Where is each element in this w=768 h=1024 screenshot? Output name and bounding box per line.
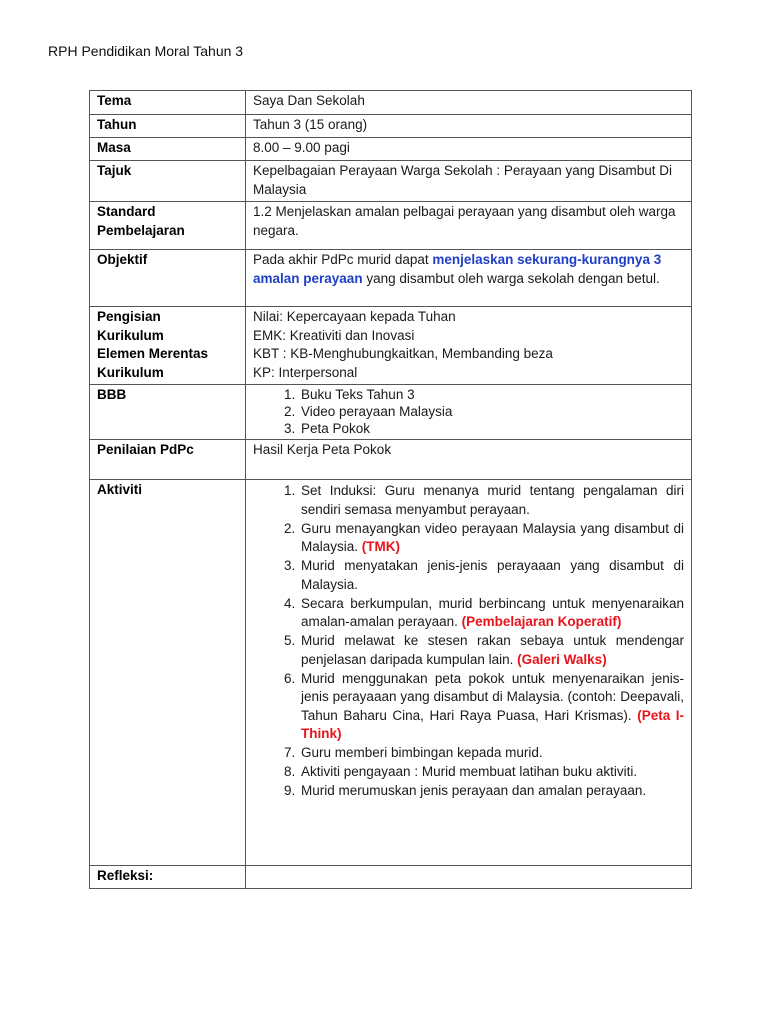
- label-refleksi: Refleksi:: [90, 866, 246, 889]
- aktiviti-item-text: Murid menggunakan peta pokok untuk menyenaraikan jenis-jenis perayaaan yang disambut di Malaysia. (contoh: Deepavali, Tahun Baharu Cina, Hari Raya Puasa, Hari Krismas).: [301, 670, 684, 723]
- value-refleksi: [246, 866, 692, 889]
- row-tahun: [90, 115, 692, 138]
- aktiviti-item: [299, 670, 684, 744]
- aktiviti-item-text: Secara berkumpulan, murid berbincang untuk menyenaraikan amalan-amalan perayaan.: [301, 595, 684, 629]
- aktiviti-item: [299, 520, 684, 557]
- value-masa: 8.00 – 9.00 pagi: [246, 138, 692, 161]
- bbb-item: 3. Peta Pokok: [299, 420, 684, 437]
- pengisian-emk: EMK: Kreativiti dan Inovasi: [253, 327, 415, 343]
- row-objektif: [90, 250, 692, 307]
- aktiviti-item-text: Guru menayangkan video perayaan Malaysia yang disambut di Malaysia.: [301, 520, 684, 554]
- label-standard-line-1: Standard: [97, 204, 156, 219]
- objektif-highlight: menjelaskan sekurang-kurangnya 3 amalan perayaan: [253, 252, 662, 286]
- aktiviti-item: [299, 595, 684, 632]
- row-penilaian: [90, 440, 692, 480]
- row-masa: [90, 138, 692, 161]
- value-aktiviti: [246, 480, 692, 866]
- label-tahun: Tahun: [90, 115, 246, 138]
- label-tema: Tema: [90, 91, 246, 115]
- label-penilaian: Penilaian PdPc: [90, 440, 246, 480]
- aktiviti-item-tag: (TMK): [361, 539, 401, 554]
- aktiviti-item: [299, 763, 684, 782]
- value-objektif: [246, 250, 692, 307]
- row-standard: [90, 202, 692, 250]
- aktiviti-item: [299, 744, 684, 763]
- aktiviti-item-text: Murid menyatakan jenis-jenis perayaaan yang disambut di Malaysia.: [301, 558, 684, 592]
- label-objektif: Objektif: [90, 250, 246, 307]
- label-pengisian-line-2: Kurikulum: [97, 327, 164, 343]
- label-standard: [90, 202, 246, 250]
- aktiviti-item: [299, 557, 684, 594]
- label-bbb: BBB: [90, 385, 246, 440]
- label-aktiviti: Aktiviti: [90, 480, 246, 866]
- value-standard: 1.2 Menjelaskan amalan pelbagai perayaan yang disambut oleh warga negara.: [246, 202, 692, 250]
- label-pengisian-line-3: Elemen Merentas: [97, 346, 209, 361]
- aktiviti-item-text: Murid melawat ke stesen rakan sebaya untuk mendengar penjelasan daripada kumpulan lain.: [301, 633, 684, 667]
- row-refleksi: [90, 866, 692, 889]
- row-aktiviti: [90, 480, 692, 866]
- value-tema: Saya Dan Sekolah: [246, 91, 692, 115]
- aktiviti-item-text: Guru memberi bimbingan kepada murid.: [301, 745, 543, 760]
- row-pengisian: [90, 307, 692, 385]
- document-title: RPH Pendidikan Moral Tahun 3: [48, 43, 244, 59]
- lesson-plan-table: [89, 90, 692, 889]
- objektif-text-before: Pada akhir PdPc murid dapat: [253, 252, 433, 267]
- label-standard-line-2: Pembelajaran: [97, 222, 185, 238]
- value-pengisian: [246, 307, 692, 385]
- aktiviti-item-tag: (Galeri Walks): [517, 651, 607, 667]
- pengisian-kbt: KBT : KB-Menghubungkaitkan, Membanding beza: [253, 346, 553, 361]
- pengisian-nilai: Nilai: Kepercayaan kepada Tuhan: [253, 309, 456, 324]
- label-pengisian-line-1: Pengisian: [97, 309, 161, 324]
- label-pengisian: [90, 307, 246, 385]
- value-tahun: Tahun 3 (15 orang): [246, 115, 692, 138]
- label-masa: Masa: [90, 138, 246, 161]
- bbb-list: [253, 386, 684, 437]
- objektif-text-after: yang disambut oleh warga sekolah dengan betul.: [362, 270, 660, 286]
- aktiviti-item: [299, 782, 684, 801]
- row-tajuk: [90, 161, 692, 202]
- label-tajuk: Tajuk: [90, 161, 246, 202]
- value-penilaian: Hasil Kerja Peta Pokok: [246, 440, 692, 480]
- aktiviti-item-text: Murid merumuskan jenis perayaan dan amalan perayaan.: [301, 783, 647, 798]
- aktiviti-item-tag: (Pembelajaran Koperatif): [461, 614, 622, 629]
- row-tema: [90, 91, 692, 115]
- label-pengisian-line-4: Kurikulum: [97, 364, 164, 380]
- pengisian-kp: KP: Interpersonal: [253, 364, 358, 380]
- value-tajuk: Kepelbagaian Perayaan Warga Sekolah : Perayaan yang Disambut Di Malaysia: [246, 161, 692, 202]
- aktiviti-item-text: Set Induksi: Guru menanya murid tentang pengalaman diri sendiri semasa menyambut perayaan.: [301, 483, 684, 517]
- aktiviti-item-tag: (Peta I-Think): [301, 707, 685, 741]
- value-bbb: [246, 385, 692, 440]
- aktiviti-item: [299, 482, 684, 519]
- bbb-item: 1. Buku Teks Tahun 3: [299, 386, 684, 403]
- aktiviti-list: [253, 482, 684, 801]
- bbb-item: 2. Video perayaan Malaysia: [299, 403, 684, 420]
- aktiviti-item: [299, 632, 684, 669]
- aktiviti-item-text: Aktiviti pengayaan : Murid membuat latihan buku aktiviti.: [301, 764, 638, 779]
- row-bbb: [90, 385, 692, 440]
